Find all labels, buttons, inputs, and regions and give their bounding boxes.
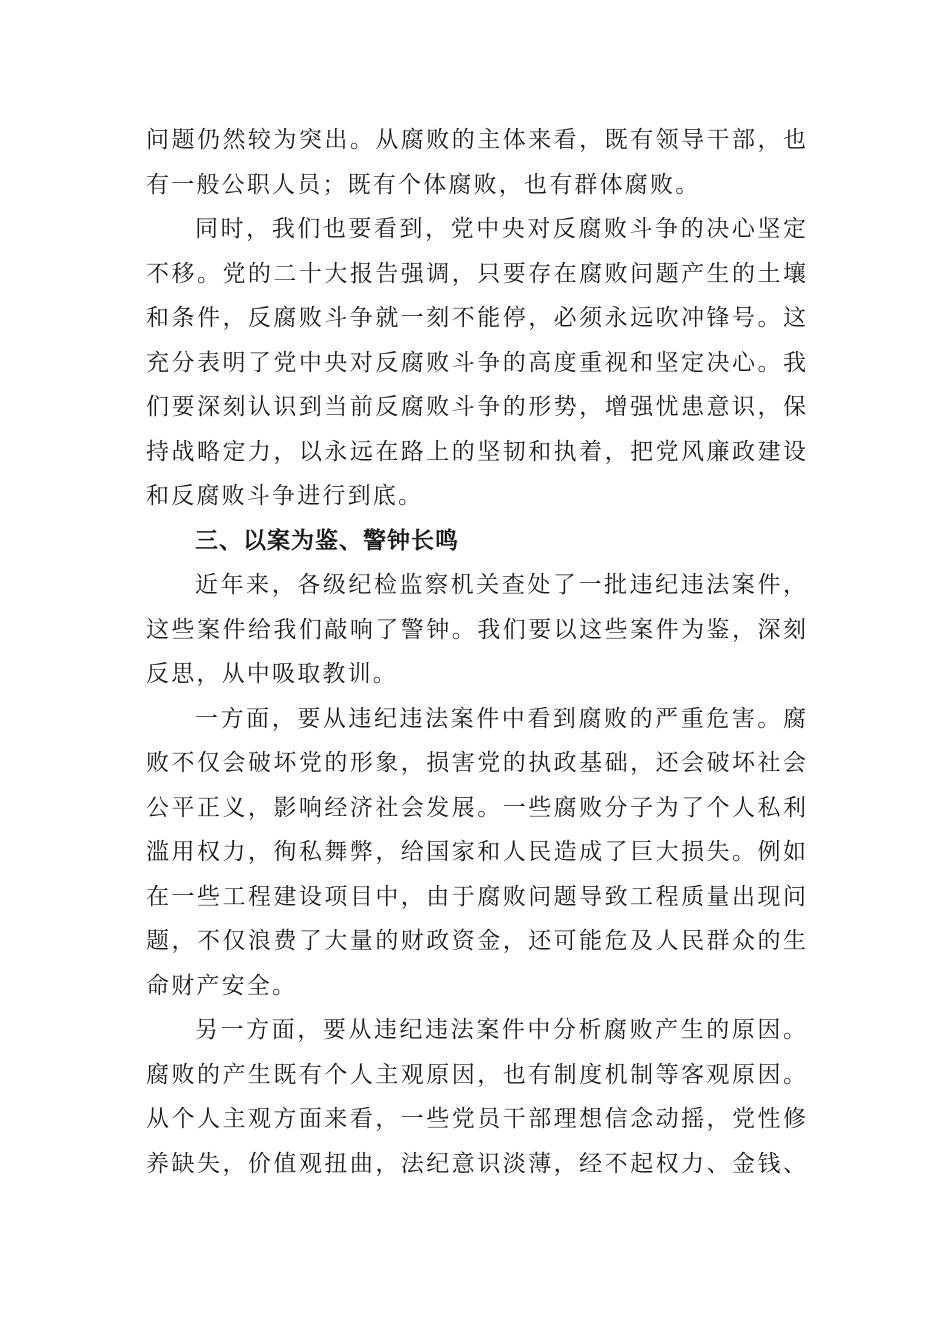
document-body <box>146 118 806 1186</box>
text-line: 们要深刻认识到当前反腐败斗争的形势，增强忧患意识，保 <box>146 394 806 420</box>
text-line: 腐败的产生既有个人主观原因，也有制度机制等客观原因。 <box>146 1061 806 1088</box>
text-line: 和反腐败斗争进行到底。 <box>146 483 424 509</box>
paragraph-start-line: 另一方面，要从违纪违法案件中分析腐败产生的原因。 <box>195 1017 806 1043</box>
text-line: 养缺失，价值观扭曲，法纪意识淡薄，经不起权力、金钱、 <box>146 1150 806 1177</box>
text-line: 题，不仅浪费了大量的财政资金，还可能危及人民群众的生 <box>146 928 806 954</box>
text-line: 有一般公职人员；既有个体腐败，也有群体腐败。 <box>146 171 701 198</box>
paragraph-start-line: 近年来，各级纪检监察机关查处了一批违纪违法案件， <box>195 572 806 598</box>
text-line: 和条件，反腐败斗争就一刻不能停，必须永远吹冲锋号。这 <box>146 305 806 331</box>
text-line: 问题仍然较为突出。从腐败的主体来看，既有领导干部，也 <box>146 127 806 153</box>
text-line: 不移。党的二十大报告强调，只要存在腐败问题产生的土壤 <box>146 260 806 287</box>
text-line: 持战略定力，以永远在路上的坚韧和执着，把党风廉政建设 <box>146 438 806 465</box>
text-line: 在一些工程建设项目中，由于腐败问题导致工程质量出现问 <box>146 883 806 910</box>
text-line: 公平正义，影响经济社会发展。一些腐败分子为了个人私利 <box>146 794 806 821</box>
text-line: 这些案件给我们敲响了警钟。我们要以这些案件为鉴，深刻 <box>146 616 806 643</box>
text-line: 滥用权力，徇私舞弊，给国家和人民造成了巨大损失。例如 <box>146 839 806 865</box>
paragraph-start-line: 一方面，要从违纪违法案件中看到腐败的严重危害。腐 <box>195 705 806 732</box>
paragraph-start-line: 同时，我们也要看到，党中央对反腐败斗争的决心坚定 <box>195 216 806 242</box>
text-line: 从个人主观方面来看，一些党员干部理想信念动摇，党性修 <box>146 1106 806 1132</box>
text-line: 充分表明了党中央对反腐败斗争的高度重视和坚定决心。我 <box>146 349 806 376</box>
text-line: 命财产安全。 <box>146 972 298 999</box>
text-line: 反思，从中吸取教训。 <box>146 661 398 687</box>
text-line: 败不仅会破坏党的形象，损害党的执政基础，还会破坏社会 <box>146 750 806 776</box>
section-heading: 三、以案为鉴、警钟长鸣 <box>195 527 459 554</box>
